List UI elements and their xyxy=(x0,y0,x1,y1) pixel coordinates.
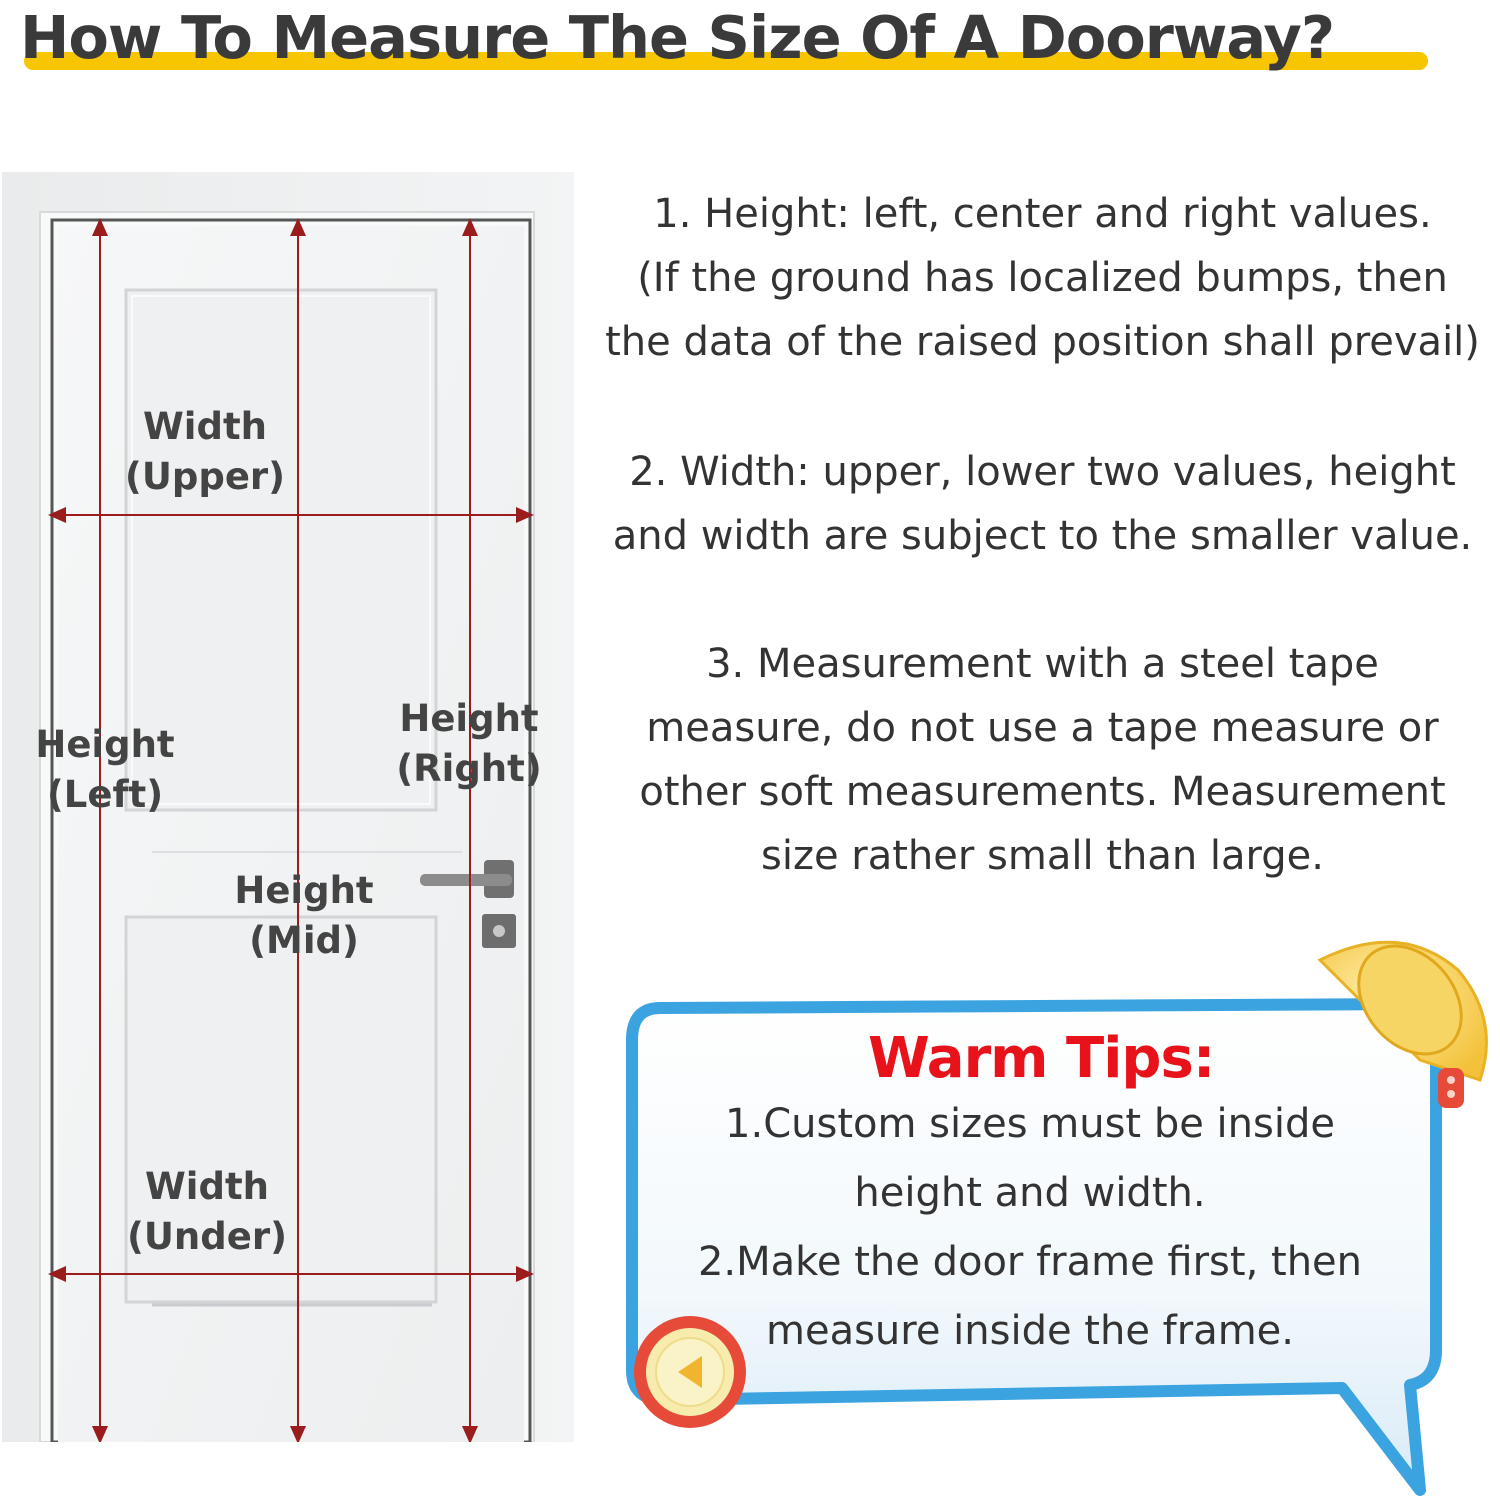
tip-line-1: 1.Custom sizes must be inside xyxy=(725,1101,1335,1147)
tip-line-3: 2.Make the door frame first, then xyxy=(697,1239,1363,1285)
label-width-under-line1: Width xyxy=(144,1165,269,1208)
label-height-left xyxy=(30,720,180,820)
label-height-left-line2: (Left) xyxy=(46,773,164,816)
instruction-2 xyxy=(590,440,1495,568)
warm-tips-title: Warm Tips: xyxy=(868,1026,1215,1091)
instruction-1-line2: (If the ground has localized bumps, then xyxy=(637,255,1448,301)
label-width-upper-line2: (Upper) xyxy=(124,455,286,498)
instruction-3-line4: size rather small than large. xyxy=(761,833,1324,879)
door-lock-keyhole xyxy=(493,925,505,937)
instruction-3-line1: 3. Measurement with a steel tape xyxy=(706,641,1379,687)
instruction-2-line2: and width are subject to the smaller value. xyxy=(612,513,1473,559)
label-height-mid xyxy=(224,866,384,966)
label-height-mid-line1: Height xyxy=(234,869,374,912)
label-height-right-line2: (Right) xyxy=(396,747,542,790)
label-height-left-line1: Height xyxy=(35,723,175,766)
tip-line-2: height and width. xyxy=(854,1170,1206,1216)
instruction-3-line3: other soft measurements. Measurement xyxy=(639,769,1446,815)
instruction-3 xyxy=(590,632,1495,888)
door-illustration xyxy=(2,172,574,1442)
instruction-2-line1: 2. Width: upper, lower two values, height xyxy=(629,449,1456,495)
instruction-1 xyxy=(590,182,1495,374)
tip-line-4: measure inside the frame. xyxy=(766,1308,1294,1354)
title-block xyxy=(20,0,1460,90)
label-width-under xyxy=(112,1162,302,1262)
label-height-right xyxy=(394,694,544,794)
instruction-3-line2: measure, do not use a tape measure or xyxy=(646,705,1439,751)
instruction-1-line3: the data of the raised position shall prevail) xyxy=(605,319,1480,365)
label-height-right-line1: Height xyxy=(399,697,539,740)
instruction-1-line1: 1. Height: left, center and right values. xyxy=(653,191,1432,237)
label-width-upper-line1: Width xyxy=(142,405,267,448)
door-handle-lever xyxy=(420,874,512,886)
label-width-under-line2: (Under) xyxy=(126,1215,288,1258)
label-width-upper xyxy=(110,402,300,502)
page-title: How To Measure The Size Of A Doorway? xyxy=(20,3,1335,72)
label-height-mid-line2: (Mid) xyxy=(249,919,359,962)
